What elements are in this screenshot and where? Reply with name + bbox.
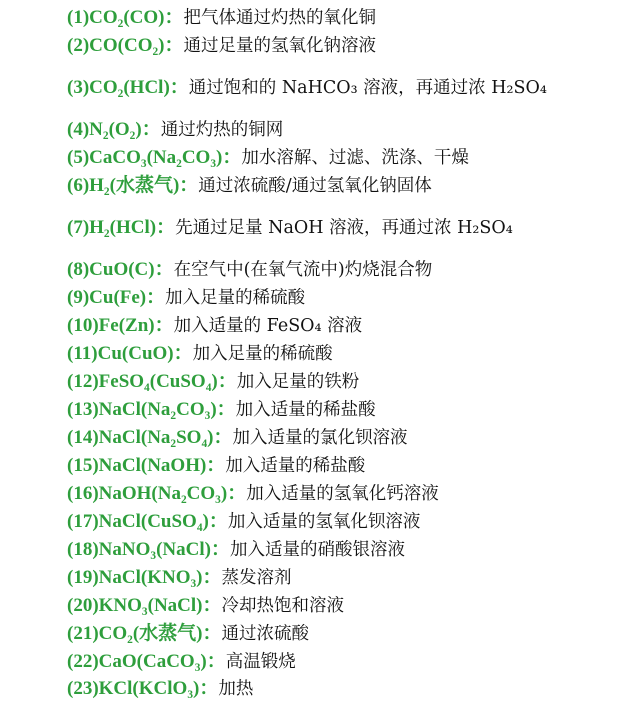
item-method: 加入适量的氯化钡溶液 xyxy=(232,428,408,448)
list-item xyxy=(67,34,376,58)
item-label: (20)KNO₃(NaCl)： xyxy=(67,595,222,616)
item-method: 先通过足量 NaOH 溶液，再通过浓 H₂SO₄ xyxy=(175,218,513,238)
list-item xyxy=(67,622,309,646)
item-label: (1)CO₂(CO)： xyxy=(67,7,184,28)
item-method: 加入足量的稀硫酸 xyxy=(192,344,333,364)
item-label: (6)H₂(水蒸气)： xyxy=(67,175,199,196)
list-item xyxy=(67,314,362,338)
item-label: (3)CO₂(HCl)： xyxy=(67,77,189,98)
list-item xyxy=(67,286,305,310)
item-method: 通过浓硫酸 xyxy=(221,624,310,644)
list-item xyxy=(67,76,547,100)
list-item xyxy=(67,258,432,282)
item-label: (10)Fe(Zn)： xyxy=(67,315,174,336)
item-method: 加入适量的稀盐酸 xyxy=(235,400,376,420)
item-method: 通过饱和的 NaHCO₃ 溶液，再通过浓 H₂SO₄ xyxy=(188,78,547,98)
list-item xyxy=(67,216,513,240)
item-method: 把气体通过灼热的氧化铜 xyxy=(183,8,377,28)
list-item xyxy=(67,650,296,674)
item-method: 加入足量的稀硫酸 xyxy=(165,288,306,308)
item-label: (11)Cu(CuO)： xyxy=(67,343,193,364)
item-method: 蒸发溶剂 xyxy=(221,568,292,588)
item-label: (22)CaO(CaCO₃)： xyxy=(67,651,226,672)
item-method: 加入适量的 FeSO₄ 溶液 xyxy=(173,316,363,336)
item-method: 通过浓硫酸/通过氢氧化钠固体 xyxy=(198,176,432,196)
item-label: (4)N₂(O₂)： xyxy=(67,119,161,140)
item-method: 高温锻烧 xyxy=(225,652,296,672)
item-label: (15)NaCl(NaOH)： xyxy=(67,455,226,476)
item-method: 冷却热饱和溶液 xyxy=(221,596,345,616)
item-label: (9)Cu(Fe)： xyxy=(67,287,166,308)
item-label: (5)CaCO₃(Na₂CO₃)： xyxy=(67,147,242,168)
item-label: (12)FeSO₄(CuSO₄)： xyxy=(67,371,237,392)
list-item xyxy=(67,538,405,562)
list-item xyxy=(67,398,376,422)
item-label: (19)NaCl(KNO₃)： xyxy=(67,567,222,588)
item-label: (2)CO(CO₂)： xyxy=(67,35,184,56)
list-item xyxy=(67,342,333,366)
item-method: 通过足量的氢氧化钠溶液 xyxy=(183,36,377,56)
item-method: 在空气中(在氧气流中)灼烧混合物 xyxy=(173,260,433,280)
list-item xyxy=(67,454,365,478)
item-method: 通过灼热的铜网 xyxy=(160,120,284,140)
item-method: 加热 xyxy=(218,679,254,699)
list-item xyxy=(67,566,292,590)
item-label: (7)H₂(HCl)： xyxy=(67,217,176,238)
item-label: (16)NaOH(Na₂CO₃)： xyxy=(67,483,247,504)
item-method: 加入适量的稀盐酸 xyxy=(225,456,366,476)
item-label: (18)NaNO₃(NaCl)： xyxy=(67,539,230,560)
list-item xyxy=(67,426,408,450)
item-method: 加入适量的氢氧化钡溶液 xyxy=(227,512,421,532)
list-item xyxy=(67,510,420,534)
list-item xyxy=(67,594,344,618)
item-method: 加入适量的氢氧化钙溶液 xyxy=(246,484,439,504)
item-label: (21)CO₂(水蒸气)： xyxy=(67,623,222,644)
item-method: 加水溶解、过滤、洗涤、干燥 xyxy=(241,148,469,168)
item-label: (17)NaCl(CuSO₄)： xyxy=(67,511,228,532)
item-label: (13)NaCl(Na₂CO₃)： xyxy=(67,399,236,420)
item-label: (8)CuO(C)： xyxy=(67,259,174,280)
list-item xyxy=(67,482,439,506)
list-item xyxy=(67,118,283,142)
list-item xyxy=(67,146,469,170)
list-item xyxy=(67,6,376,30)
list-item xyxy=(67,677,253,701)
list-item xyxy=(67,370,359,394)
list-item xyxy=(67,174,432,198)
item-method: 加入适量的硝酸银溶液 xyxy=(229,540,405,560)
item-method: 加入足量的铁粉 xyxy=(236,372,360,392)
item-label: (23)KCl(KClO₃)： xyxy=(67,678,219,699)
item-label: (14)NaCl(Na₂SO₄)： xyxy=(67,427,233,448)
